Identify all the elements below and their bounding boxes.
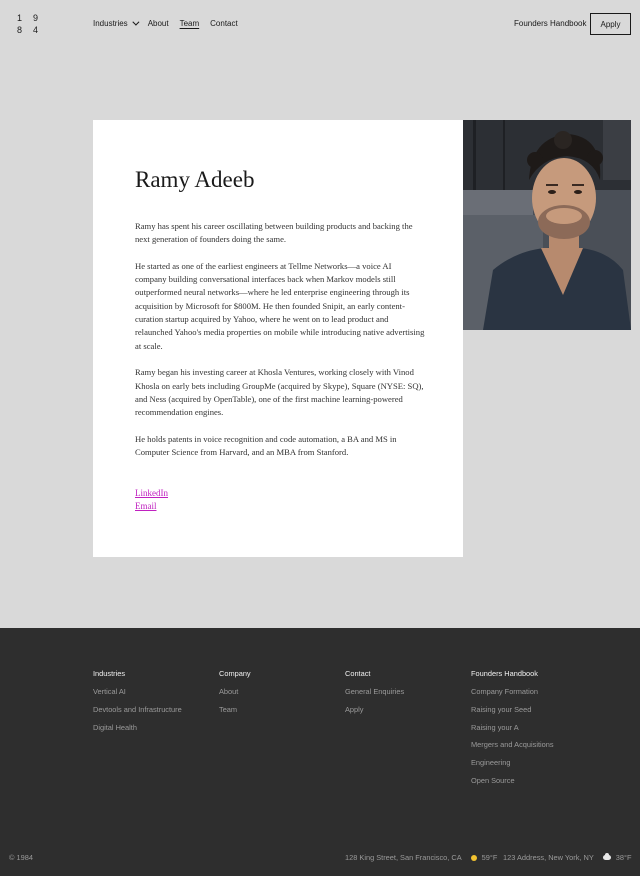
- profile-photo: [463, 120, 631, 330]
- footer-link[interactable]: Raising your A: [471, 722, 519, 732]
- nav-team[interactable]: Team: [179, 19, 200, 28]
- linkedin-link[interactable]: LinkedIn: [135, 488, 168, 498]
- profile-bio: [135, 220, 425, 473]
- footer-link[interactable]: Engineering: [471, 758, 511, 768]
- main-nav: [93, 19, 238, 29]
- profile-links: [135, 487, 168, 513]
- nav-industries[interactable]: [93, 19, 137, 29]
- footer-column-company: [219, 669, 251, 723]
- nav-contact[interactable]: Contact: [210, 19, 238, 28]
- bio-paragraph: Ramy has spent his career oscillating between building products and backing the next generation of founders doing the same.: [135, 221, 413, 245]
- location-sf: [345, 853, 497, 862]
- logo-digit: 1: [17, 13, 23, 23]
- footer-column-contact: [345, 669, 404, 723]
- logo-digit: 4: [33, 25, 39, 35]
- footer-heading: Industries: [93, 669, 126, 678]
- nav-about[interactable]: About: [147, 19, 169, 28]
- footer-link[interactable]: Apply: [345, 704, 364, 714]
- nav-industries-label: Industries: [93, 19, 128, 28]
- logo-digit: 9: [33, 13, 39, 23]
- footer: [0, 628, 640, 876]
- footer-link[interactable]: About: [219, 687, 239, 696]
- sun-icon: [471, 855, 477, 861]
- footer-column-founders-handbook: [471, 669, 554, 794]
- profile-card: [93, 120, 463, 557]
- footer-link[interactable]: Company Formation: [471, 687, 538, 696]
- cloud-icon: [603, 855, 611, 860]
- footer-link[interactable]: Vertical AI: [93, 687, 126, 696]
- footer-heading: Company: [219, 669, 251, 678]
- location-ny: [503, 853, 632, 862]
- copyright: © 1984: [9, 853, 33, 862]
- logo-digit: 8: [17, 25, 23, 35]
- apply-button[interactable]: Apply: [590, 13, 631, 35]
- logo[interactable]: [17, 13, 49, 36]
- profile-name: Ramy Adeeb: [135, 167, 255, 192]
- footer-link[interactable]: Mergers and Acquisitions: [471, 740, 554, 750]
- email-link[interactable]: Email: [135, 501, 157, 511]
- footer-column-industries: [93, 669, 182, 740]
- location-temp: 59°F: [481, 853, 498, 862]
- bio-paragraph: Ramy began his investing career at Khosla Ventures, working closely with Vinod Khosla on early bets including GroupMe (acquired by Skype), Square (NYSE: SQ), and Ness (acquired by OpenTable), one of the first machine learning-powered recommendation engines.: [135, 367, 424, 418]
- footer-heading: Founders Handbook: [471, 669, 538, 678]
- location-temp: 38°F: [615, 853, 632, 862]
- footer-heading: Contact: [345, 669, 371, 678]
- location-address: 123 Address, New York, NY: [503, 853, 594, 862]
- founders-handbook-link[interactable]: Founders Handbook: [514, 19, 587, 28]
- footer-link[interactable]: Raising your Seed: [471, 704, 532, 714]
- bio-paragraph: He started as one of the earliest engineers at Tellme Networks—a voice AI company building conversational interfaces back when Markov models still outperformed neural networks—where he led enterprise engineering through its acquisition by Microsoft for $800M. He then founded Snipit, an early content-curation startup acquired by Yahoo, where he went on to lead product and relaunched Yahoo's media properties on mobile while introducing native advertising at scale.: [135, 260, 425, 351]
- footer-link[interactable]: Open Source: [471, 775, 515, 785]
- footer-link[interactable]: Devtools and Infrastructure: [93, 704, 182, 714]
- bio-paragraph: He holds patents in voice recognition and code automation, a BA and MS in Computer Science from Harvard, and an MBA from Stanford.: [135, 433, 397, 458]
- chevron-down-icon: [132, 19, 139, 26]
- footer-link[interactable]: General Enquiries: [345, 687, 405, 696]
- portrait-image: [463, 120, 631, 330]
- footer-link[interactable]: Digital Health: [93, 722, 137, 732]
- location-address: 128 King Street, San Francisco, CA: [345, 853, 462, 862]
- footer-link[interactable]: Team: [219, 704, 238, 714]
